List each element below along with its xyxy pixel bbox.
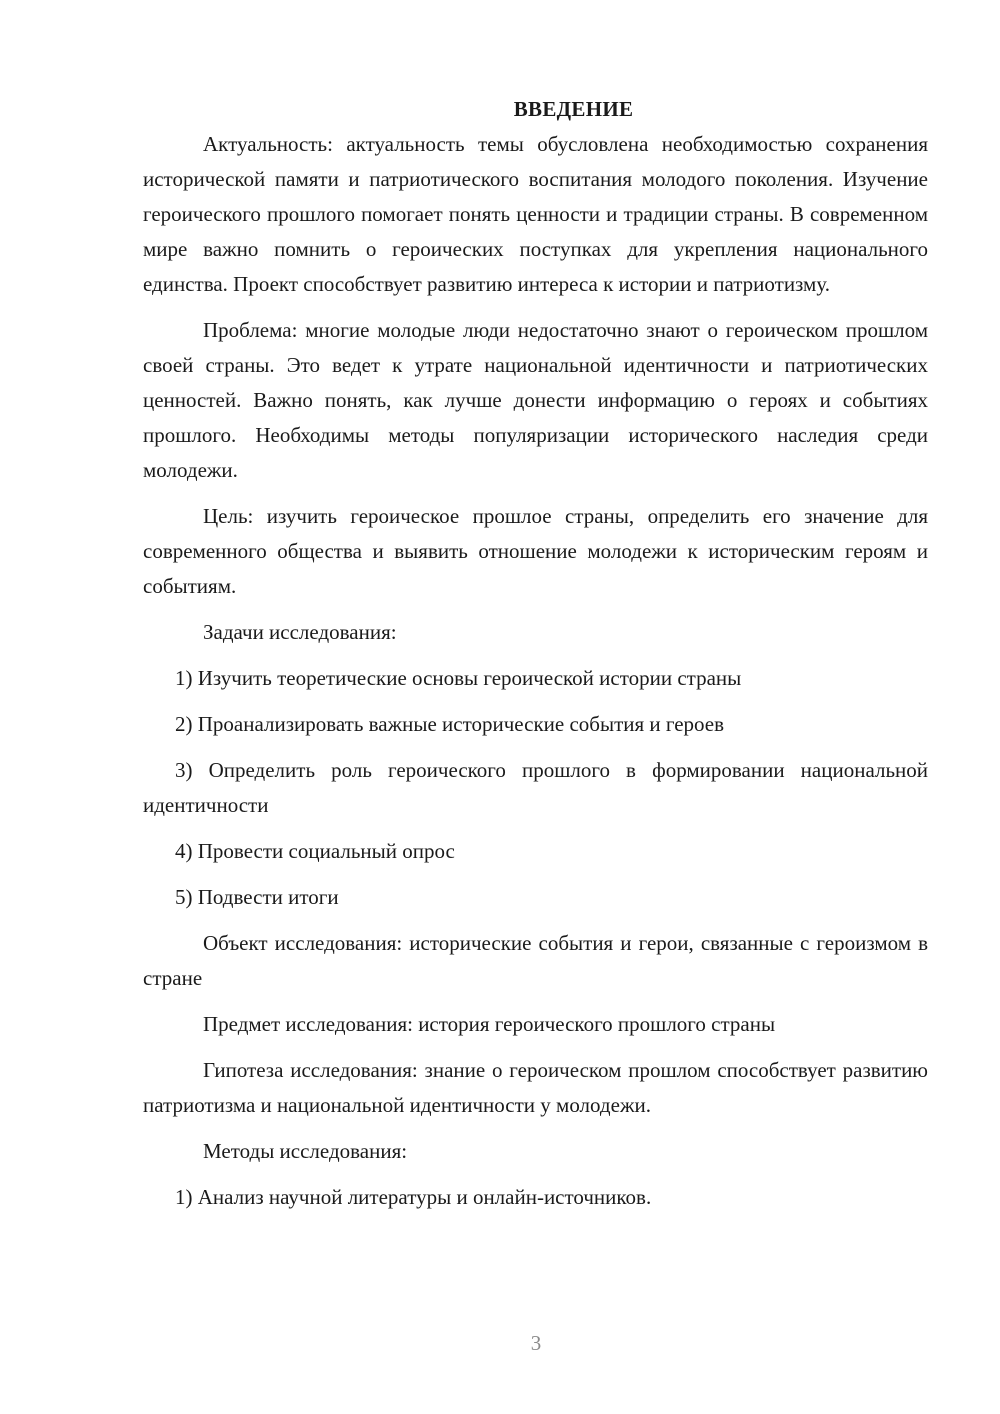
problem-paragraph: Проблема: многие молодые люди недостаточно знают о героическом прошлом своей страны. Это ведет к утрате национальной идентичности и патриотических ценностей. Важно понять, как лучше донести информацию о героях и событиях прошлого. Необходимы методы популяризации исторического наследия среди молодежи.	[143, 318, 928, 482]
page-number: 3	[530, 1331, 542, 1355]
tasks-heading: Задачи исследования:	[203, 620, 397, 644]
relevance-paragraph: Актуальность: актуальность темы обусловлена необходимостью сохранения исторической памяти и патриотического воспитания молодого поколения. Изучение героического прошлого помогает понять ценности и традиции страны. В современном мире важно помнить о героических поступках для укрепления национального единства. Проект способствует развитию интереса к истории и патриотизму.	[143, 132, 928, 296]
task-item-2: 2) Проанализировать важные исторические события и героев	[175, 712, 725, 736]
method-item-1: 1) Анализ научной литературы и онлайн-источников.	[175, 1185, 652, 1209]
document-title: ВВЕДЕНИЕ	[513, 97, 634, 121]
research-subject-paragraph: Предмет исследования: история героического прошлого страны	[203, 1012, 776, 1036]
task-item-1: 1) Изучить теоретические основы героической истории страны	[175, 666, 742, 690]
research-object-paragraph: Объект исследования: исторические события и герои, связанные с героизмом в стране	[143, 931, 928, 990]
task-item-3: 3) Определить роль героического прошлого в формировании национальной идентичности	[143, 758, 928, 817]
task-item-5: 5) Подвести итоги	[175, 885, 339, 909]
document-body	[143, 92, 928, 1215]
methods-heading: Методы исследования:	[203, 1139, 408, 1163]
goal-paragraph: Цель: изучить героическое прошлое страны, определить его значение для современного общества и выявить отношение молодежи к историческим героям и событиям.	[143, 504, 928, 598]
hypothesis-paragraph: Гипотеза исследования: знание о героическом прошлом способствует развитию патриотизма и национальной идентичности у молодежи.	[143, 1058, 928, 1117]
task-item-4: 4) Провести социальный опрос	[175, 839, 455, 863]
